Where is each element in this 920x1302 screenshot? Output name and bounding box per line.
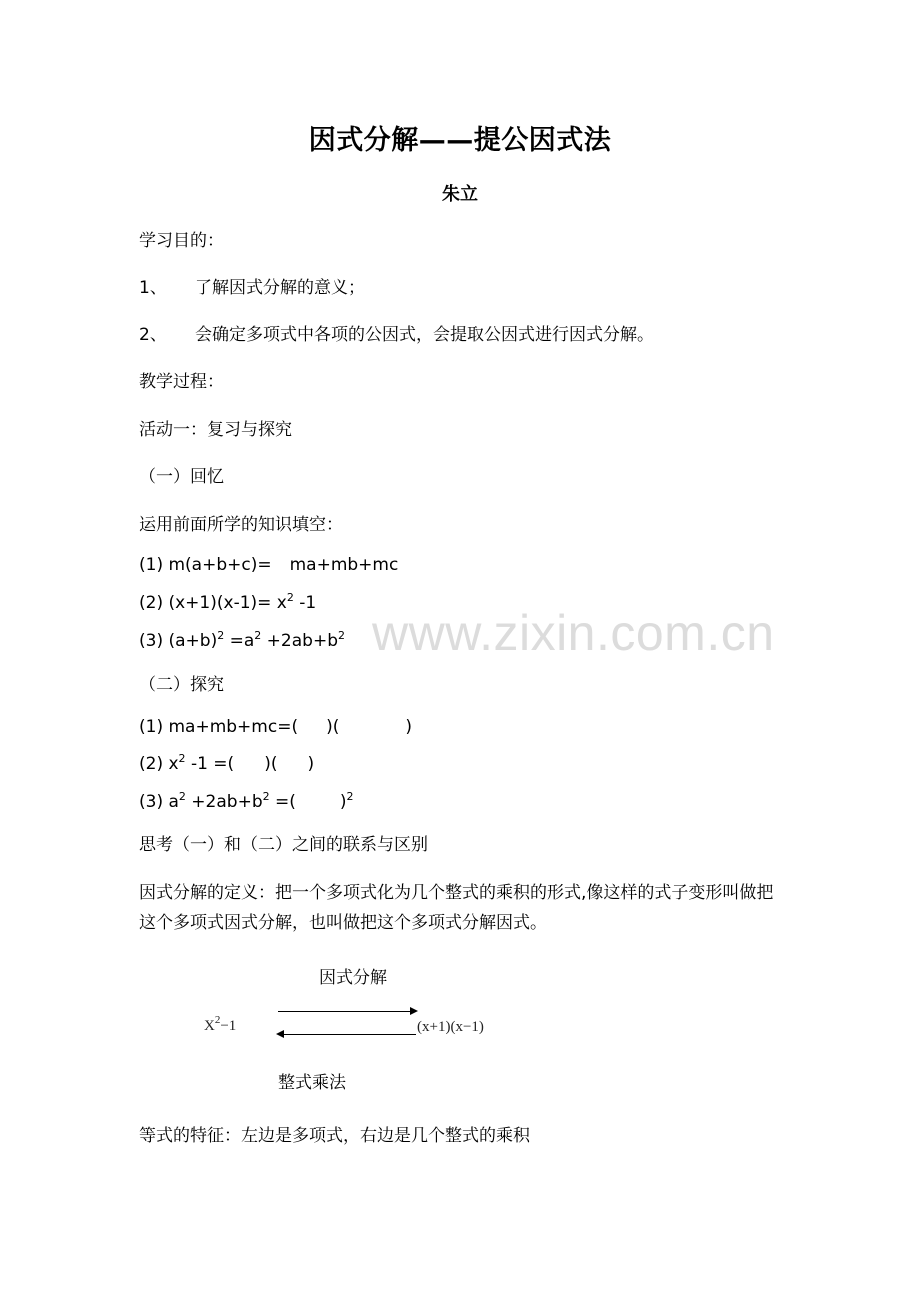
- goal-item-1: [139, 276, 365, 300]
- goal-num-1: 1、: [139, 278, 167, 298]
- process-heading: 教学过程：: [139, 372, 224, 392]
- right-arrow-icon: [278, 1011, 416, 1012]
- diagram-right-expression: (x+1)(x−1): [417, 1019, 484, 1035]
- recall-3-text: (3) (a+b): [139, 631, 218, 651]
- explore-line-2: [139, 752, 314, 776]
- diagram-left-exponent: 2: [214, 1014, 221, 1026]
- explore-line-3: [139, 790, 354, 814]
- goals-heading: 学习目的：: [139, 231, 224, 251]
- recall-line-2: [139, 591, 316, 615]
- recall-2-exponent: 2: [286, 591, 294, 604]
- diagram-left-expression: [204, 1014, 237, 1035]
- recall-3-exponent-3: 2: [338, 629, 345, 642]
- explore-2-mid: -1 =(: [185, 754, 235, 774]
- explore-3-close: ): [339, 792, 347, 812]
- goal-text-2: 会确定多项式中各项的公因式，会提取公因式进行因式分解。: [195, 325, 654, 345]
- explore-3-open: =(: [269, 792, 296, 812]
- explore-1-end: ): [405, 717, 412, 737]
- recall-3-mid: =a: [224, 631, 255, 651]
- recall-line-1: [139, 553, 398, 577]
- part-1-heading: （一）回忆: [139, 467, 224, 487]
- part-2-heading: （二）探究: [139, 675, 224, 695]
- explore-line-1: [139, 715, 412, 739]
- goal-item-2: [139, 323, 654, 347]
- diagram-left-base: X: [204, 1018, 215, 1034]
- recall-1-left: (1) m(a+b+c)=: [139, 555, 272, 575]
- diagram-bottom-label: 整式乘法: [278, 1073, 346, 1093]
- left-arrow-icon: [278, 1034, 416, 1035]
- explore-1-mid: )(: [326, 717, 340, 737]
- watermark: www.zixin.com.cn: [372, 605, 775, 661]
- diagram-top-label: 因式分解: [319, 968, 387, 988]
- recall-3-exponent-1: 2: [217, 629, 225, 642]
- explore-2-text: (2) x: [139, 754, 179, 774]
- explore-3-mid: +2ab+b: [185, 792, 263, 812]
- explore-3-text: (3) a: [139, 792, 179, 812]
- explore-3-exponent-2: 2: [262, 790, 270, 803]
- explore-3-exponent-1: 2: [178, 790, 186, 803]
- explore-2-exponent: 2: [178, 752, 186, 765]
- recall-3-tail: +2ab+b: [261, 631, 338, 651]
- think-line: 思考（一）和（二）之间的联系与区别: [139, 835, 428, 855]
- recall-2-text: (2) (x+1)(x-1)= x: [139, 593, 287, 613]
- recall-line-3: [139, 629, 345, 653]
- part-1-intro: 运用前面所学的知识填空：: [139, 515, 343, 535]
- recall-2-tail: -1: [293, 593, 317, 613]
- explore-2-mid-2: )(: [264, 754, 278, 774]
- explore-3-exponent-3: 2: [346, 790, 354, 803]
- definition-paragraph: 因式分解的定义：把一个多项式化为几个整式的乘积的形式,像这样的式子变形叫做把这个多项式因式分解，也叫做把这个多项式分解因式。: [139, 883, 774, 933]
- recall-1-right: ma+mb+mc: [289, 555, 399, 575]
- explore-2-end: ): [307, 754, 315, 774]
- recall-3-exponent-2: 2: [254, 629, 262, 642]
- diagram-left-tail: −1: [220, 1018, 237, 1034]
- activity-1-heading: 活动一：复习与探究: [139, 420, 292, 440]
- explore-1-text: (1) ma+mb+mc=(: [139, 717, 299, 737]
- goal-num-2: 2、: [139, 325, 167, 345]
- goal-text-1: 了解因式分解的意义；: [195, 278, 365, 298]
- feature-line: 等式的特征：左边是多项式，右边是几个整式的乘积: [139, 1126, 530, 1146]
- doc-title: 因式分解——提公因式法: [308, 125, 612, 156]
- doc-author: 朱立: [442, 184, 478, 205]
